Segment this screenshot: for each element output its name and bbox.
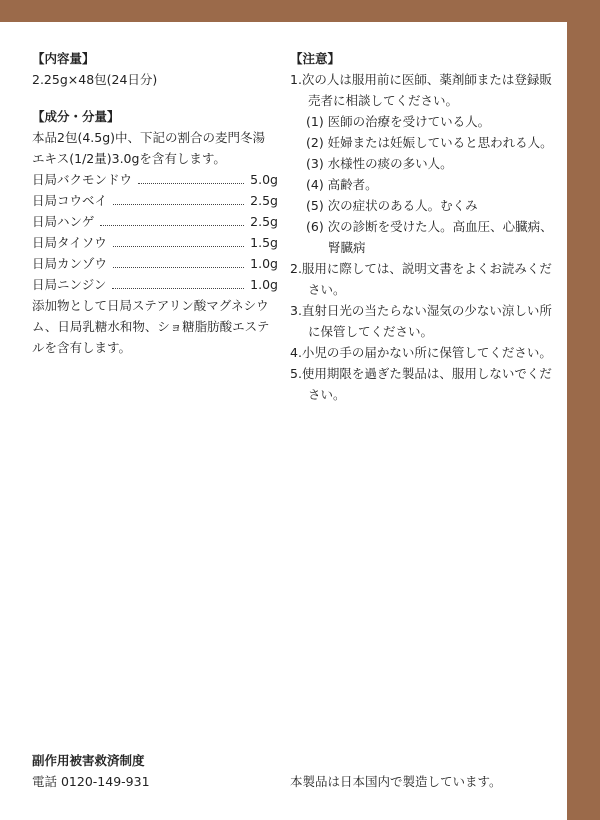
ingredient-amount: 5.0g — [250, 172, 278, 187]
caution-item-1: 1.次の人は服用前に医師、薬剤師または登録販売者に相談してください。 — [290, 72, 552, 108]
caution-subitem: (2) 妊婦または妊娠していると思われる人。 — [306, 135, 553, 150]
relief-system-block — [32, 750, 150, 792]
right-column — [290, 48, 560, 405]
ingredient-row — [32, 274, 278, 295]
ingredient-amount: 1.0g — [250, 277, 278, 292]
ingredient-name: 日局バクモンドウ — [32, 172, 133, 187]
caution-subitem: (1) 医師の治療を受けている人。 — [306, 114, 491, 129]
top-border-bar — [0, 0, 600, 22]
ingredients-heading: 【成分・分量】 — [32, 109, 120, 124]
spacer — [32, 90, 272, 106]
caution-item-4: 4.小児の手の届かない所に保管してください。 — [290, 345, 552, 360]
ingredient-row — [32, 190, 278, 211]
caution-subitem: (3) 水様性の痰の多い人。 — [306, 156, 453, 171]
caution-subitem: (5) 次の症状のある人。むくみ — [306, 198, 478, 213]
ingredient-amount: 1.5g — [250, 235, 278, 250]
ingredient-name: 日局カンゾウ — [32, 256, 108, 271]
caution-heading: 【注意】 — [290, 51, 341, 66]
caution-item-3: 3.直射日光の当たらない湿気の少ない涼しい所に保管してください。 — [290, 303, 552, 339]
relief-phone-number: 電話 0120-149-931 — [32, 774, 150, 789]
ingredient-name: 日局ニンジン — [32, 277, 107, 292]
caution-subitem: (6) 次の診断を受けた人。高血圧、心臓病、腎臓病 — [306, 219, 553, 255]
ingredient-row — [32, 253, 278, 274]
ingredient-amount: 2.5g — [250, 193, 278, 208]
ingredient-row — [32, 211, 278, 232]
contents-value: 2.25g×48包(24日分) — [32, 72, 158, 87]
ingredient-row — [32, 169, 278, 190]
leader-dots — [112, 287, 244, 289]
contents-heading: 【内容量】 — [32, 51, 95, 66]
ingredient-name: 日局タイソウ — [32, 235, 107, 250]
ingredient-amount: 2.5g — [250, 214, 278, 229]
leader-dots — [138, 182, 244, 184]
leader-dots — [113, 203, 244, 205]
leader-dots — [113, 245, 244, 247]
ingredient-amount: 1.0g — [250, 256, 278, 271]
ingredients-intro: 本品2包(4.5g)中、下記の割合の麦門冬湯エキス(1/2量)3.0gを含有します。 — [32, 130, 266, 166]
ingredient-list — [32, 169, 278, 295]
left-column — [32, 48, 278, 358]
caution-subitem: (4) 高齢者。 — [306, 177, 378, 192]
made-in-japan-note: 本製品は日本国内で製造しています。 — [290, 774, 502, 789]
ingredient-name: 日局コウベイ — [32, 193, 108, 208]
leader-dots — [100, 224, 244, 226]
leader-dots — [113, 266, 244, 268]
caution-item-2: 2.服用に際しては、説明文書をよくお読みください。 — [290, 261, 552, 297]
ingredient-name: 日局ハンゲ — [32, 214, 95, 229]
caution-item-5: 5.使用期限を過ぎた製品は、服用しないでください。 — [290, 366, 552, 402]
additives-text: 添加物として日局ステアリン酸マグネシウム、日局乳糖水和物、ショ糖脂肪酸エステルを含有します。 — [32, 298, 270, 355]
ingredient-row — [32, 232, 278, 253]
right-border-bar — [567, 0, 600, 820]
relief-system-title: 副作用被害救済制度 — [32, 753, 145, 768]
